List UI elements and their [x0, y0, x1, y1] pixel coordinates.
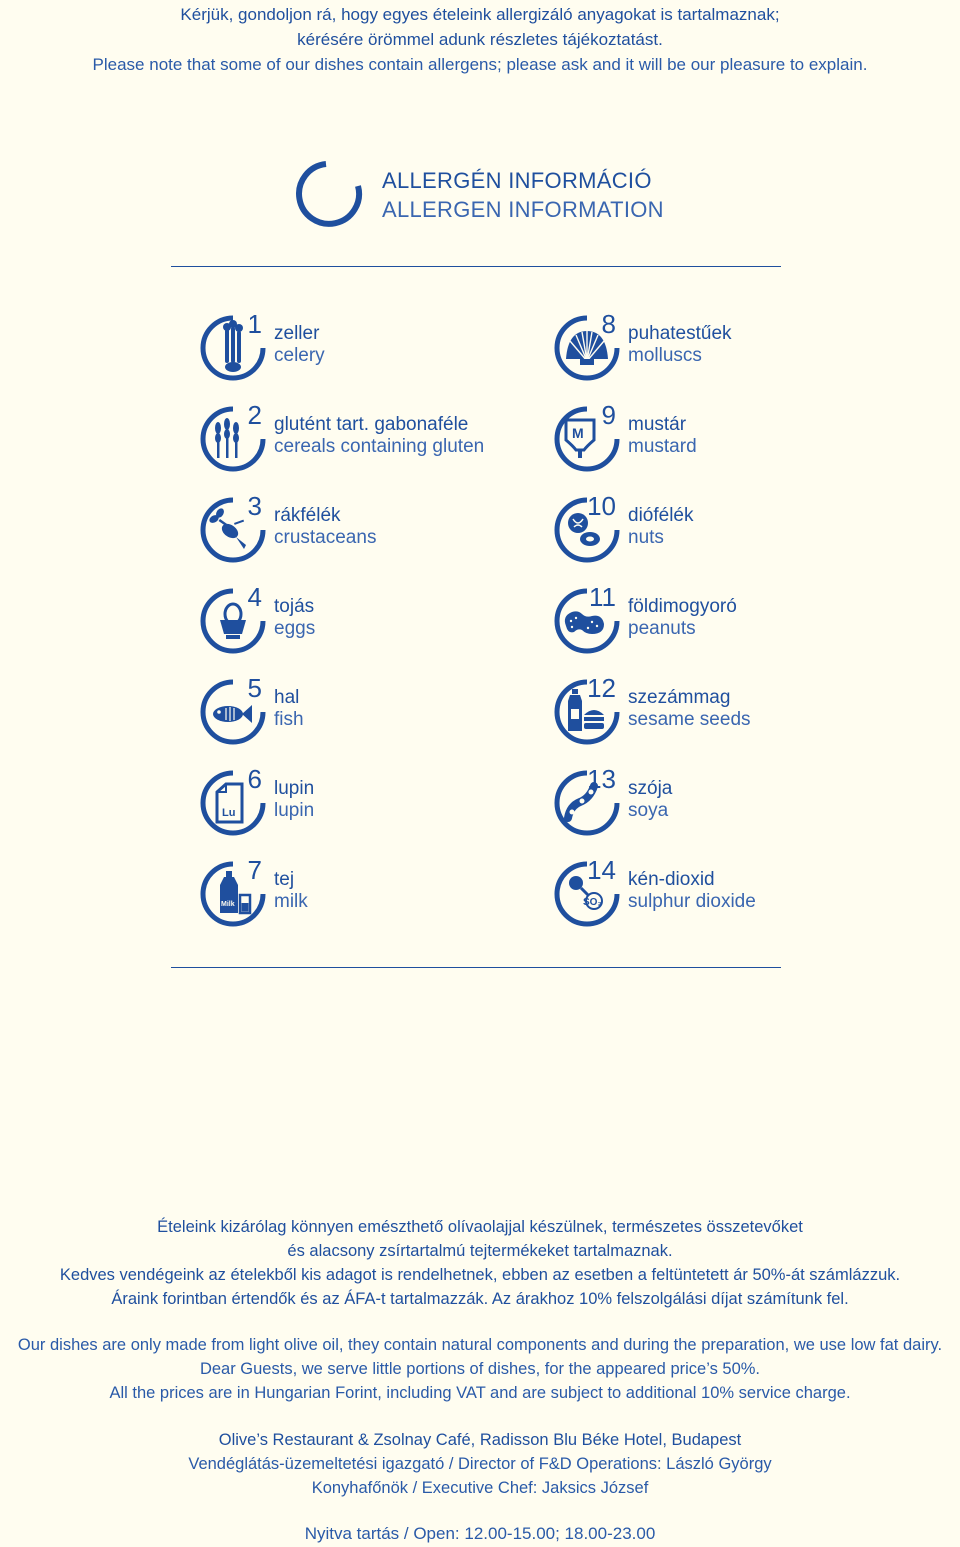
allergen-item-14	[554, 855, 894, 931]
lupin-icon-label: Lu	[222, 807, 236, 819]
notice-hu-line-1: Kérjük, gondoljon rá, hogy egyes ételeink allergizáló anyagokat is tartalmaznak;	[180, 5, 780, 24]
allergen-name-en: nuts	[628, 527, 664, 548]
allergen-name-en: cereals containing gluten	[274, 436, 485, 457]
allergen-name-en: crustaceans	[274, 527, 377, 548]
allergen-name-en: lupin	[274, 800, 315, 821]
allergen-number: 10	[587, 491, 616, 521]
notice-en-line: Please note that some of our dishes contain allergens; please ask and it will be our pleasure to explain.	[92, 55, 868, 74]
footer-hu-line-2: és alacsony zsírtartalmú tejtermékeket tartalmaznak.	[287, 1242, 673, 1260]
allergen-number: 11	[589, 582, 616, 612]
allergen-number: 14	[587, 855, 616, 885]
allergen-notice	[0, 2, 960, 77]
allergen-item-7	[200, 855, 540, 931]
allergen-name-hu: hal	[274, 687, 300, 708]
fnb-director: Vendéglátás-üzemeltetési igazgató / Director of F&D Operations: László György	[188, 1455, 772, 1473]
footer-hu-line-1: Ételeink kizárólag könnyen emészthető olívaolajjal készülnek, természetes összetevőket	[157, 1218, 803, 1236]
allergen-name-en: soya	[628, 800, 669, 821]
divider-bottom	[171, 967, 781, 968]
allergen-number: 4	[247, 582, 262, 612]
opening-hours: Nyitva tartás / Open: 12.00-15.00; 18.00-23.00	[304, 1524, 656, 1543]
allergen-item-8	[554, 309, 894, 385]
footer-hu-line-4: Áraink forintban értendők és az ÁFA-t tartalmazzák. Az árakhoz 10% felszolgálási díjat számítunk fel.	[111, 1290, 849, 1308]
allergen-name-en: sesame seeds	[628, 709, 751, 730]
allergen-item-9	[554, 400, 894, 476]
allergen-name-en: peanuts	[628, 618, 696, 639]
allergen-name-hu: tej	[274, 869, 295, 890]
footer-en-line-3: All the prices are in Hungarian Forint, including VAT and are subject to additional 10% service charge.	[109, 1384, 851, 1402]
allergen-name-hu: mustár	[628, 414, 687, 435]
allergen-number: 12	[587, 673, 616, 703]
allergen-name-en: fish	[274, 709, 304, 730]
mustard-icon-label: M	[572, 425, 584, 441]
allergen-item-4	[200, 582, 540, 658]
allergen-number: 5	[247, 673, 262, 703]
executive-chef: Konyhafőnök / Executive Chef: Jaksics József	[311, 1479, 649, 1497]
allergen-name-en: celery	[274, 345, 325, 366]
allergen-number: 7	[247, 855, 262, 885]
allergen-title	[382, 166, 664, 224]
allergen-item-6	[200, 764, 540, 840]
allergen-number: 8	[601, 309, 616, 339]
allergen-name-hu: lupin	[274, 778, 315, 799]
allergen-name-hu: puhatestűek	[628, 323, 732, 344]
footer-hungarian	[0, 1215, 960, 1311]
allergen-name-en: mustard	[628, 436, 697, 457]
allergen-item-10	[554, 491, 894, 567]
allergen-name-hu: kén-dioxid	[628, 869, 715, 890]
allergen-logo-icon	[296, 160, 364, 228]
allergen-number: 3	[247, 491, 262, 521]
footer-hu-line-3: Kedves vendégeink az ételekből kis adagot is rendelhetnek, ebben az esetben a feltüntetett ár 50%-át számlázzuk.	[59, 1266, 901, 1284]
allergen-item-2	[200, 400, 540, 476]
footer-english	[0, 1333, 960, 1405]
divider-top	[171, 266, 781, 267]
allergen-item-12	[554, 673, 894, 749]
allergen-item-1	[200, 309, 540, 385]
allergen-item-3	[200, 491, 540, 567]
allergen-number: 6	[247, 764, 262, 794]
allergen-name-hu: diófélék	[628, 505, 694, 526]
restaurant-info	[0, 1428, 960, 1500]
allergen-name-en: sulphur dioxide	[628, 891, 756, 912]
milk-icon-label: Milk	[221, 901, 235, 908]
title-hu: ALLERGÉN INFORMÁCIÓ	[382, 168, 652, 193]
footer-en-line-2: Dear Guests, we serve little portions of dishes, for the appeared price’s 50%.	[199, 1360, 761, 1378]
title-en: ALLERGEN INFORMATION	[382, 197, 664, 222]
notice-hu-line-2: kérésére örömmel adunk részletes tájékoztatást.	[297, 30, 663, 49]
allergen-name-hu: földimogyoró	[628, 596, 737, 617]
allergen-number: 9	[601, 400, 616, 430]
allergen-name-hu: szezámmag	[628, 687, 731, 708]
allergen-name-hu: szója	[628, 778, 673, 799]
allergen-name-hu: glutént tart. gabonaféle	[274, 414, 469, 435]
allergen-item-11	[554, 582, 894, 658]
allergen-item-13	[554, 764, 894, 840]
footer-en-line-1: Our dishes are only made from light olive oil, they contain natural components and during the preparation, we use low fat dairy.	[17, 1336, 943, 1354]
allergen-number: 1	[247, 309, 262, 339]
allergen-name-en: eggs	[274, 618, 316, 639]
allergen-number: 2	[247, 400, 262, 430]
allergen-number: 13	[587, 764, 616, 794]
allergen-name-en: molluscs	[628, 345, 702, 366]
allergen-name-hu: tojás	[274, 596, 315, 617]
restaurant-name: Olive’s Restaurant & Zsolnay Café, Radisson Blu Béke Hotel, Budapest	[218, 1431, 742, 1449]
allergen-name-hu: rákfélék	[274, 505, 341, 526]
so2-icon-label: SO₂	[583, 897, 602, 908]
allergen-name-en: milk	[274, 891, 308, 912]
allergen-item-5	[200, 673, 540, 749]
allergen-name-hu: zeller	[274, 323, 320, 344]
